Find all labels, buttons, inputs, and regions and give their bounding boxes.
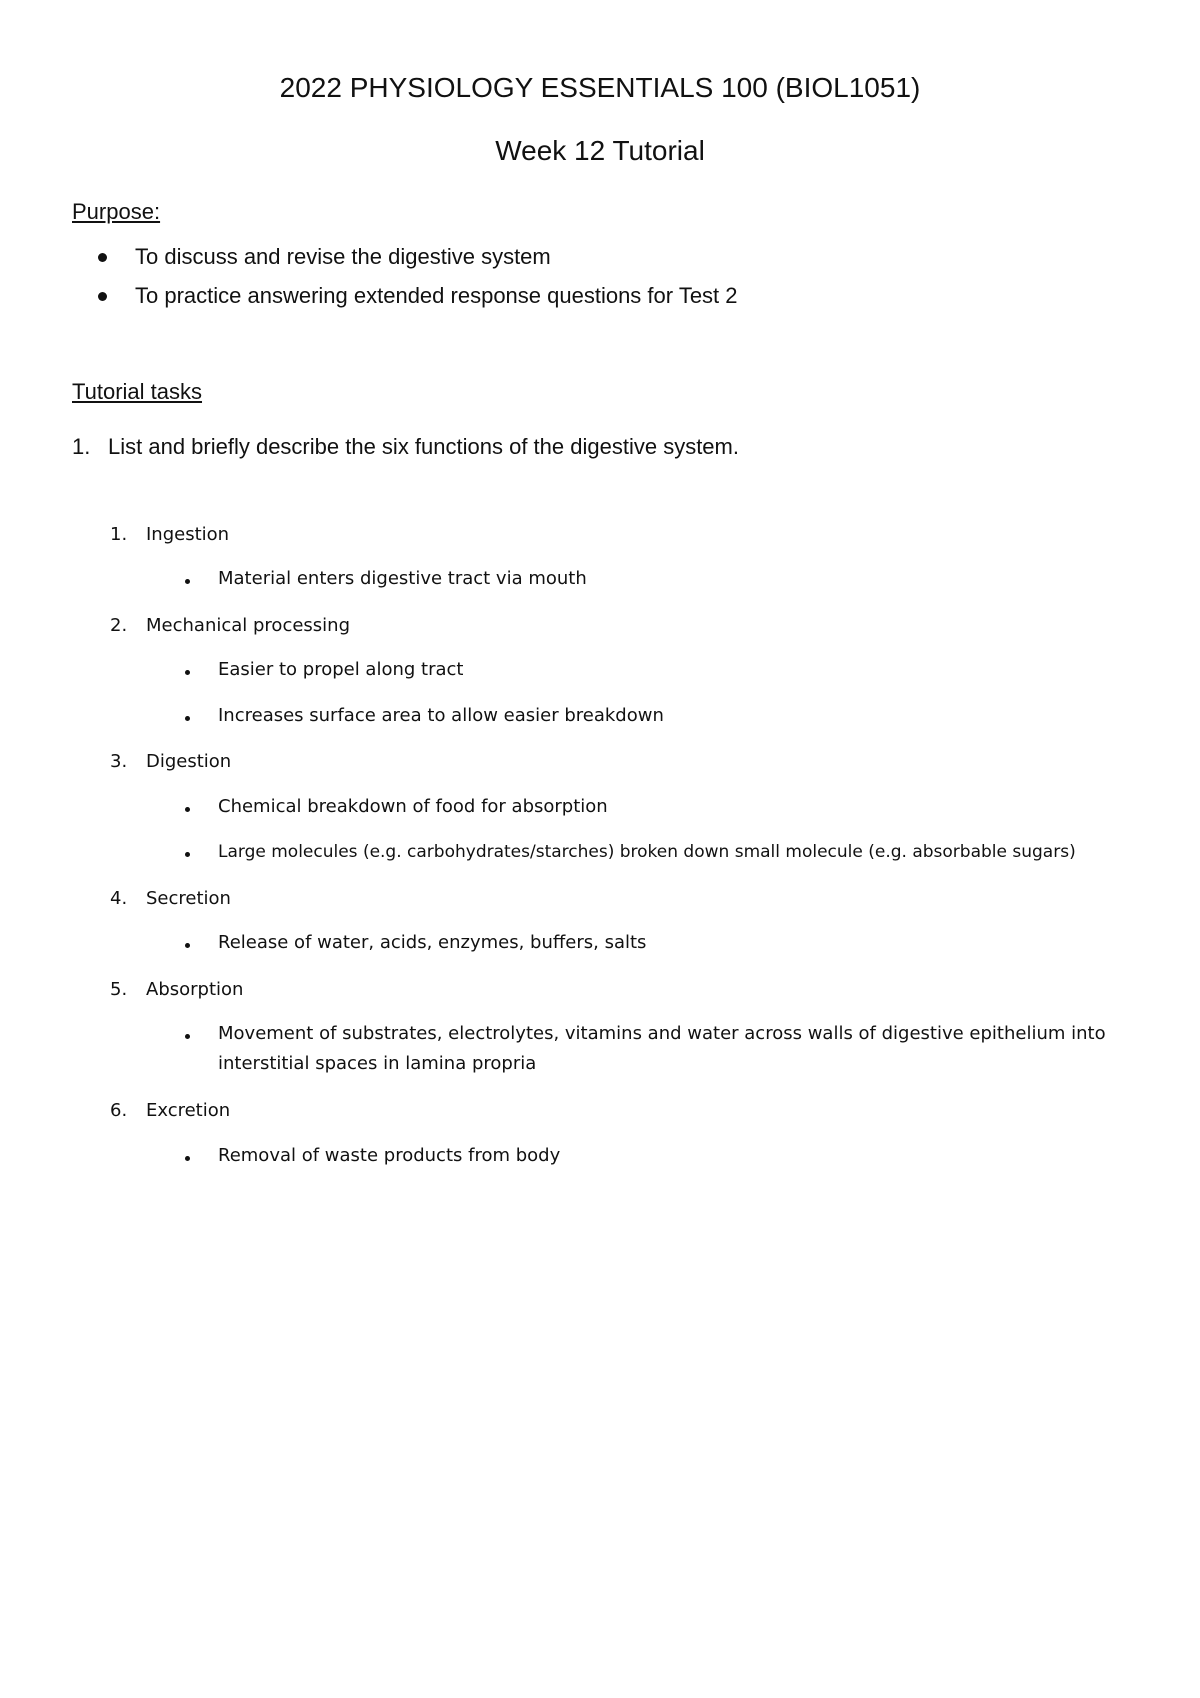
- answer-number: 6.: [110, 1100, 128, 1121]
- bullet-icon: [185, 670, 190, 675]
- bullet-icon: [185, 579, 190, 584]
- answer-label: Excretion: [146, 1100, 231, 1121]
- purpose-item: [98, 244, 551, 270]
- bullet-icon: [185, 943, 190, 948]
- answer-label: Digestion: [146, 751, 232, 772]
- answer-point-text: Easier to propel along tract: [218, 659, 464, 680]
- answer-point: [185, 1146, 1118, 1171]
- question-number: 1.: [72, 434, 91, 459]
- question-text: List and briefly describe the six functions of the digestive system.: [108, 434, 739, 459]
- answer-point: [185, 706, 1118, 731]
- answer-item-mechanical-processing: [110, 615, 350, 636]
- answer-item-absorption: [110, 979, 243, 1000]
- purpose-item: [98, 283, 738, 309]
- question-1: [72, 434, 739, 460]
- answer-item-secretion: [110, 888, 231, 909]
- answer-point: [185, 842, 1118, 867]
- answer-number: 5.: [110, 979, 128, 1000]
- tutorial-tasks-heading: Tutorial tasks: [72, 379, 203, 404]
- answer-point: [185, 660, 1118, 685]
- answer-point: [185, 569, 1118, 594]
- answer-label: Secretion: [146, 888, 231, 909]
- purpose-heading: Purpose:: [72, 199, 161, 224]
- bullet-icon: [98, 253, 107, 262]
- answer-label: Ingestion: [146, 524, 230, 545]
- purpose-item-text: To discuss and revise the digestive system: [135, 244, 551, 269]
- answer-item-excretion: [110, 1100, 230, 1121]
- course-title: 2022 PHYSIOLOGY ESSENTIALS 100 (BIOL1051): [279, 72, 921, 103]
- answer-number: 4.: [110, 888, 128, 909]
- answer-point-text: Increases surface area to allow easier breakdown: [218, 705, 664, 726]
- tutorial-subtitle: Week 12 Tutorial: [495, 135, 705, 166]
- answer-point-text: Material enters digestive tract via mouth: [218, 568, 587, 589]
- answer-point: [185, 933, 1118, 958]
- bullet-icon: [185, 852, 190, 857]
- purpose-item-text: To practice answering extended response questions for Test 2: [135, 283, 738, 308]
- bullet-icon: [185, 807, 190, 812]
- answer-number: 2.: [110, 615, 128, 636]
- answer-number: 3.: [110, 751, 128, 772]
- answer-point-text: Movement of substrates, electrolytes, vitamins and water across walls of digestive epithelium into interstitial spaces in lamina propria: [218, 1023, 1106, 1074]
- answer-point-text: Large molecules (e.g. carbohydrates/starches) broken down small molecule (e.g. absorbable sugars): [218, 842, 1076, 862]
- answer-point-text: Removal of waste products from body: [218, 1145, 561, 1166]
- answer-point-text: Release of water, acids, enzymes, buffers, salts: [218, 932, 647, 953]
- answer-point-text: Chemical breakdown of food for absorption: [218, 796, 608, 817]
- answer-point: [185, 797, 1118, 822]
- answer-number: 1.: [110, 524, 128, 545]
- answer-item-ingestion: [110, 524, 229, 545]
- bullet-icon: [185, 1156, 190, 1161]
- answer-label: Mechanical processing: [146, 615, 351, 636]
- bullet-icon: [98, 292, 107, 301]
- answer-point: [185, 1024, 1118, 1079]
- bullet-icon: [185, 1034, 190, 1039]
- answer-item-digestion: [110, 751, 231, 772]
- answer-label: Absorption: [146, 979, 244, 1000]
- bullet-icon: [185, 716, 190, 721]
